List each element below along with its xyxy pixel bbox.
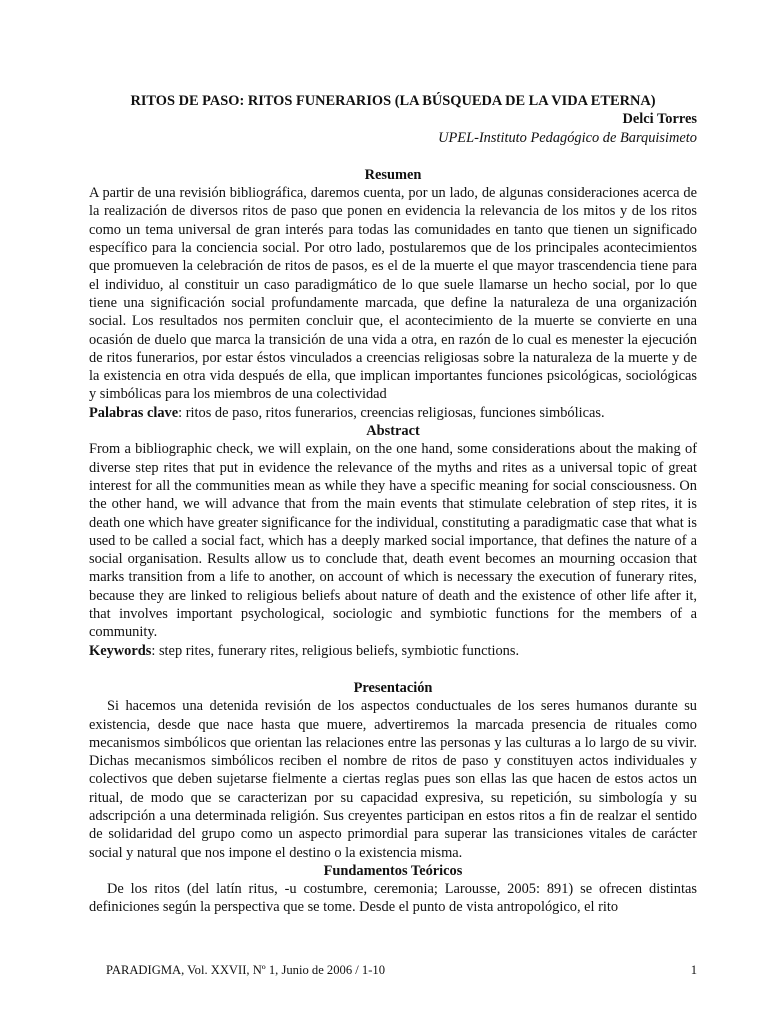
palabras-clave-line — [89, 404, 697, 422]
page-footer — [106, 963, 697, 978]
abstract-paragraph: From a bibliographic check, we will explain, on the one hand, some considerations about the making of diverse step rites that put in evidence the relevance of the myths and rites as a universal topic of great interest for all the communities mean as while they have a specific meaning for social consciousness. On the other hand, we will advance that from the main events that stimulate celebration of step rites, it is death one which have greater significance for the individual, constituting a paradigmatic case that what is used to be called a social fact, which has a deeply marked social importance, that defines the nature of a social organisation. Results allow us to conclude that, death event becomes an mourning occasion that marks transition from a life to another, on account of which is necessary the execution of funerary rites, because they are linked to religious beliefs about nature of death and the existence of other life after it, that involves important psychological, sociologic and symbiotic functions for the members of a community. — [89, 441, 697, 641]
keywords-text: : step rites, funerary rites, religious beliefs, symbiotic functions. — [151, 642, 520, 659]
presentacion-section — [89, 679, 697, 862]
presentacion-heading: Presentación — [353, 679, 433, 696]
article-title: RITOS DE PASO: RITOS FUNERARIOS (LA BÚSQUEDA DE LA VIDA ETERNA) — [130, 93, 656, 109]
article-body — [89, 92, 697, 917]
page-number: 1 — [690, 963, 697, 977]
abstract-heading: Abstract — [366, 423, 420, 440]
presentacion-paragraph: Si hacemos una detenida revisión de los aspectos conductuales de los seres humanos durante su existencia, desde que nace hasta que muere, advertiremos la marcada presencia de rituales como mecanismos simbólicos que orientan las relaciones entre las personas y las culturas a lo largo de su vivir. Dichas mecanismos simbólicos reciben el nombre de ritos de paso y constituyen actos individuales y colectivos que deben sujetarse fielmente a ciertas reglas pues son ellas las que hacen de estos actos un ritual, de modo que se caracterizan por su capacidad expresiva, su repetición, su simbología y su adscripción a una determinada religión. Sus creyentes participan en estos ritos a fin de realzar el sentido de solidaridad del grupo como un aspecto primordial para superar las transiciones vitales de carácter social y natural que nos impone el destino o la existencia misma. — [89, 698, 697, 861]
fundamentos-heading: Fundamentos Teóricos — [323, 862, 463, 879]
author-affiliation: UPEL-Instituto Pedagógico de Barquisimeto — [438, 129, 697, 146]
keywords-line — [89, 642, 697, 660]
keywords-label: Keywords — [89, 642, 152, 659]
resumen-paragraph: A partir de una revisión bibliográfica, daremos cuenta, por un lado, de algunas consideraciones acerca de la realización de diversos ritos de paso que ponen en evidencia la relevancia de los mitos y de los ritos como un tema universal de gran interés para todas las comunidades en tanto que tienen un significado específico para la conciencia social. Por otro lado, postularemos que de los principales acontecimientos que promueven la celebración de ritos de pasos, es el de la muerte el que mayor trascendencia tiene para el individuo, al constituir un caso paradigmático de lo que suele llamarse un hecho social, por lo que tiene una significación social profundamente marcada, que define la naturaleza de una organización social. Los resultados nos permiten concluir que, el acontecimiento de la muerte se convierte en una ocasión de duelo que marca la transición de una vida a otra, en razón de lo cual es menester la ejecución de ritos funerarios, por estar éstos vinculados a creencias religiosas sobre la naturaleza de la muerte y de la existencia en otra vida después de ella, que implican importantes funciones psicológicas, sociológicas y simbólicas para los miembros de una colectividad — [89, 185, 697, 403]
resumen-section — [89, 166, 697, 422]
resumen-heading: Resumen — [364, 166, 422, 183]
fundamentos-paragraph: De los ritos (del latín ritus, -u costumbre, ceremonia; Larousse, 2005: 891) se ofrecen distintas definiciones según la perspectiva que se tome. Desde el punto de vista antropológico, el rito — [89, 881, 697, 916]
abstract-section — [89, 422, 697, 660]
palabras-clave-label: Palabras clave — [89, 404, 179, 421]
fundamentos-section — [89, 862, 697, 917]
author-name: Delci Torres — [622, 111, 697, 128]
journal-citation: PARADIGMA, Vol. XXVII, Nº 1, Junio de 2006 / 1-10 — [106, 963, 385, 977]
palabras-clave-text: : ritos de paso, ritos funerarios, creencias religiosas, funciones simbólicas. — [178, 404, 605, 421]
